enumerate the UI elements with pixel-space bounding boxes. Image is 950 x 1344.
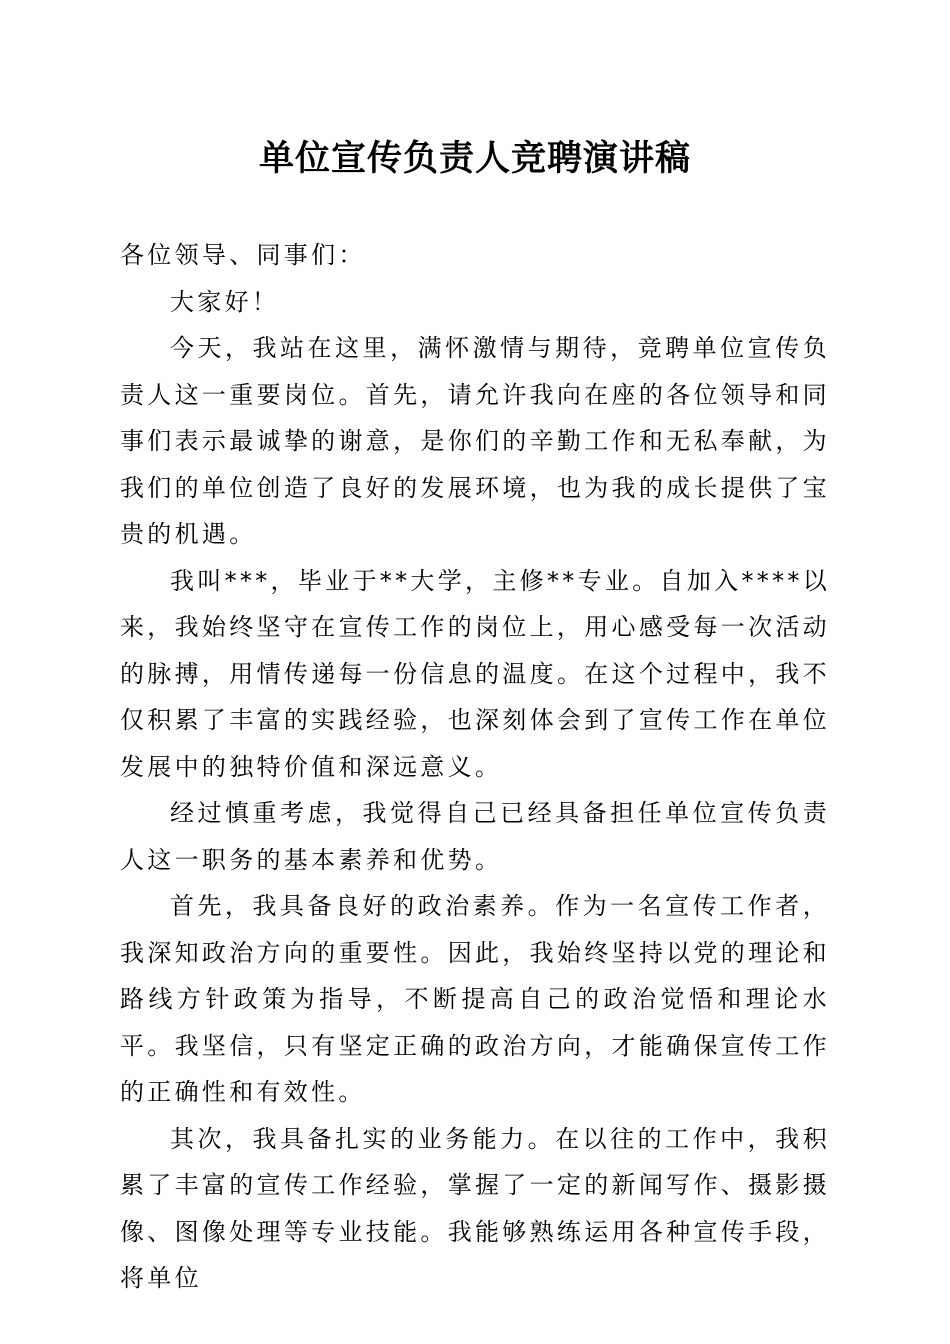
document-title: 单位宣传负责人竞聘演讲稿 [258,138,691,179]
paragraph-greeting: 大家好！ [170,287,280,316]
paragraph-background: 我叫***，毕业于**大学，主修**专业。自加入****以来，我始终坚守在宣传工作的岗位上，用心感受每一次活动的脉搏，用情传递每一份信息的温度。在这个过程中，我不仅积累了丰富的实践经验，也深刻体会到了宣传工作在单位发展中的独特价值和深远意义。 [120,566,830,781]
paragraph-political: 首先，我具备良好的政治素养。作为一名宣传工作者，我深知政治方向的重要性。因此，我始终坚持以党的理论和路线方针政策为指导，不断提高自己的政治觉悟和理论水平。我坚信，只有坚定正确的政治方向，才能确保宣传工作的正确性和有效性。 [120,892,830,1106]
document-body [120,232,830,1302]
paragraph-intro: 今天，我站在这里，满怀激情与期待，竞聘单位宣传负责人这一重要岗位。首先，请允许我向在座的各位领导和同事们表示最诚挚的谢意，是你们的辛勤工作和无私奉献，为我们的单位创造了良好的发展环境，也为我的成长提供了宝贵的机遇。 [120,334,830,548]
paragraph-qualification: 经过慎重考虑，我觉得自己已经具备担任单位宣传负责人这一职务的基本素养和优势。 [120,799,830,874]
paragraph-business: 其次，我具备扎实的业务能力。在以往的工作中，我积累了丰富的宣传工作经验，掌握了一定的新闻写作、摄影摄像、图像处理等专业技能。我能够熟练运用各种宣传手段，将单位 [120,1124,830,1292]
salutation: 各位领导、同事们： [120,241,366,269]
